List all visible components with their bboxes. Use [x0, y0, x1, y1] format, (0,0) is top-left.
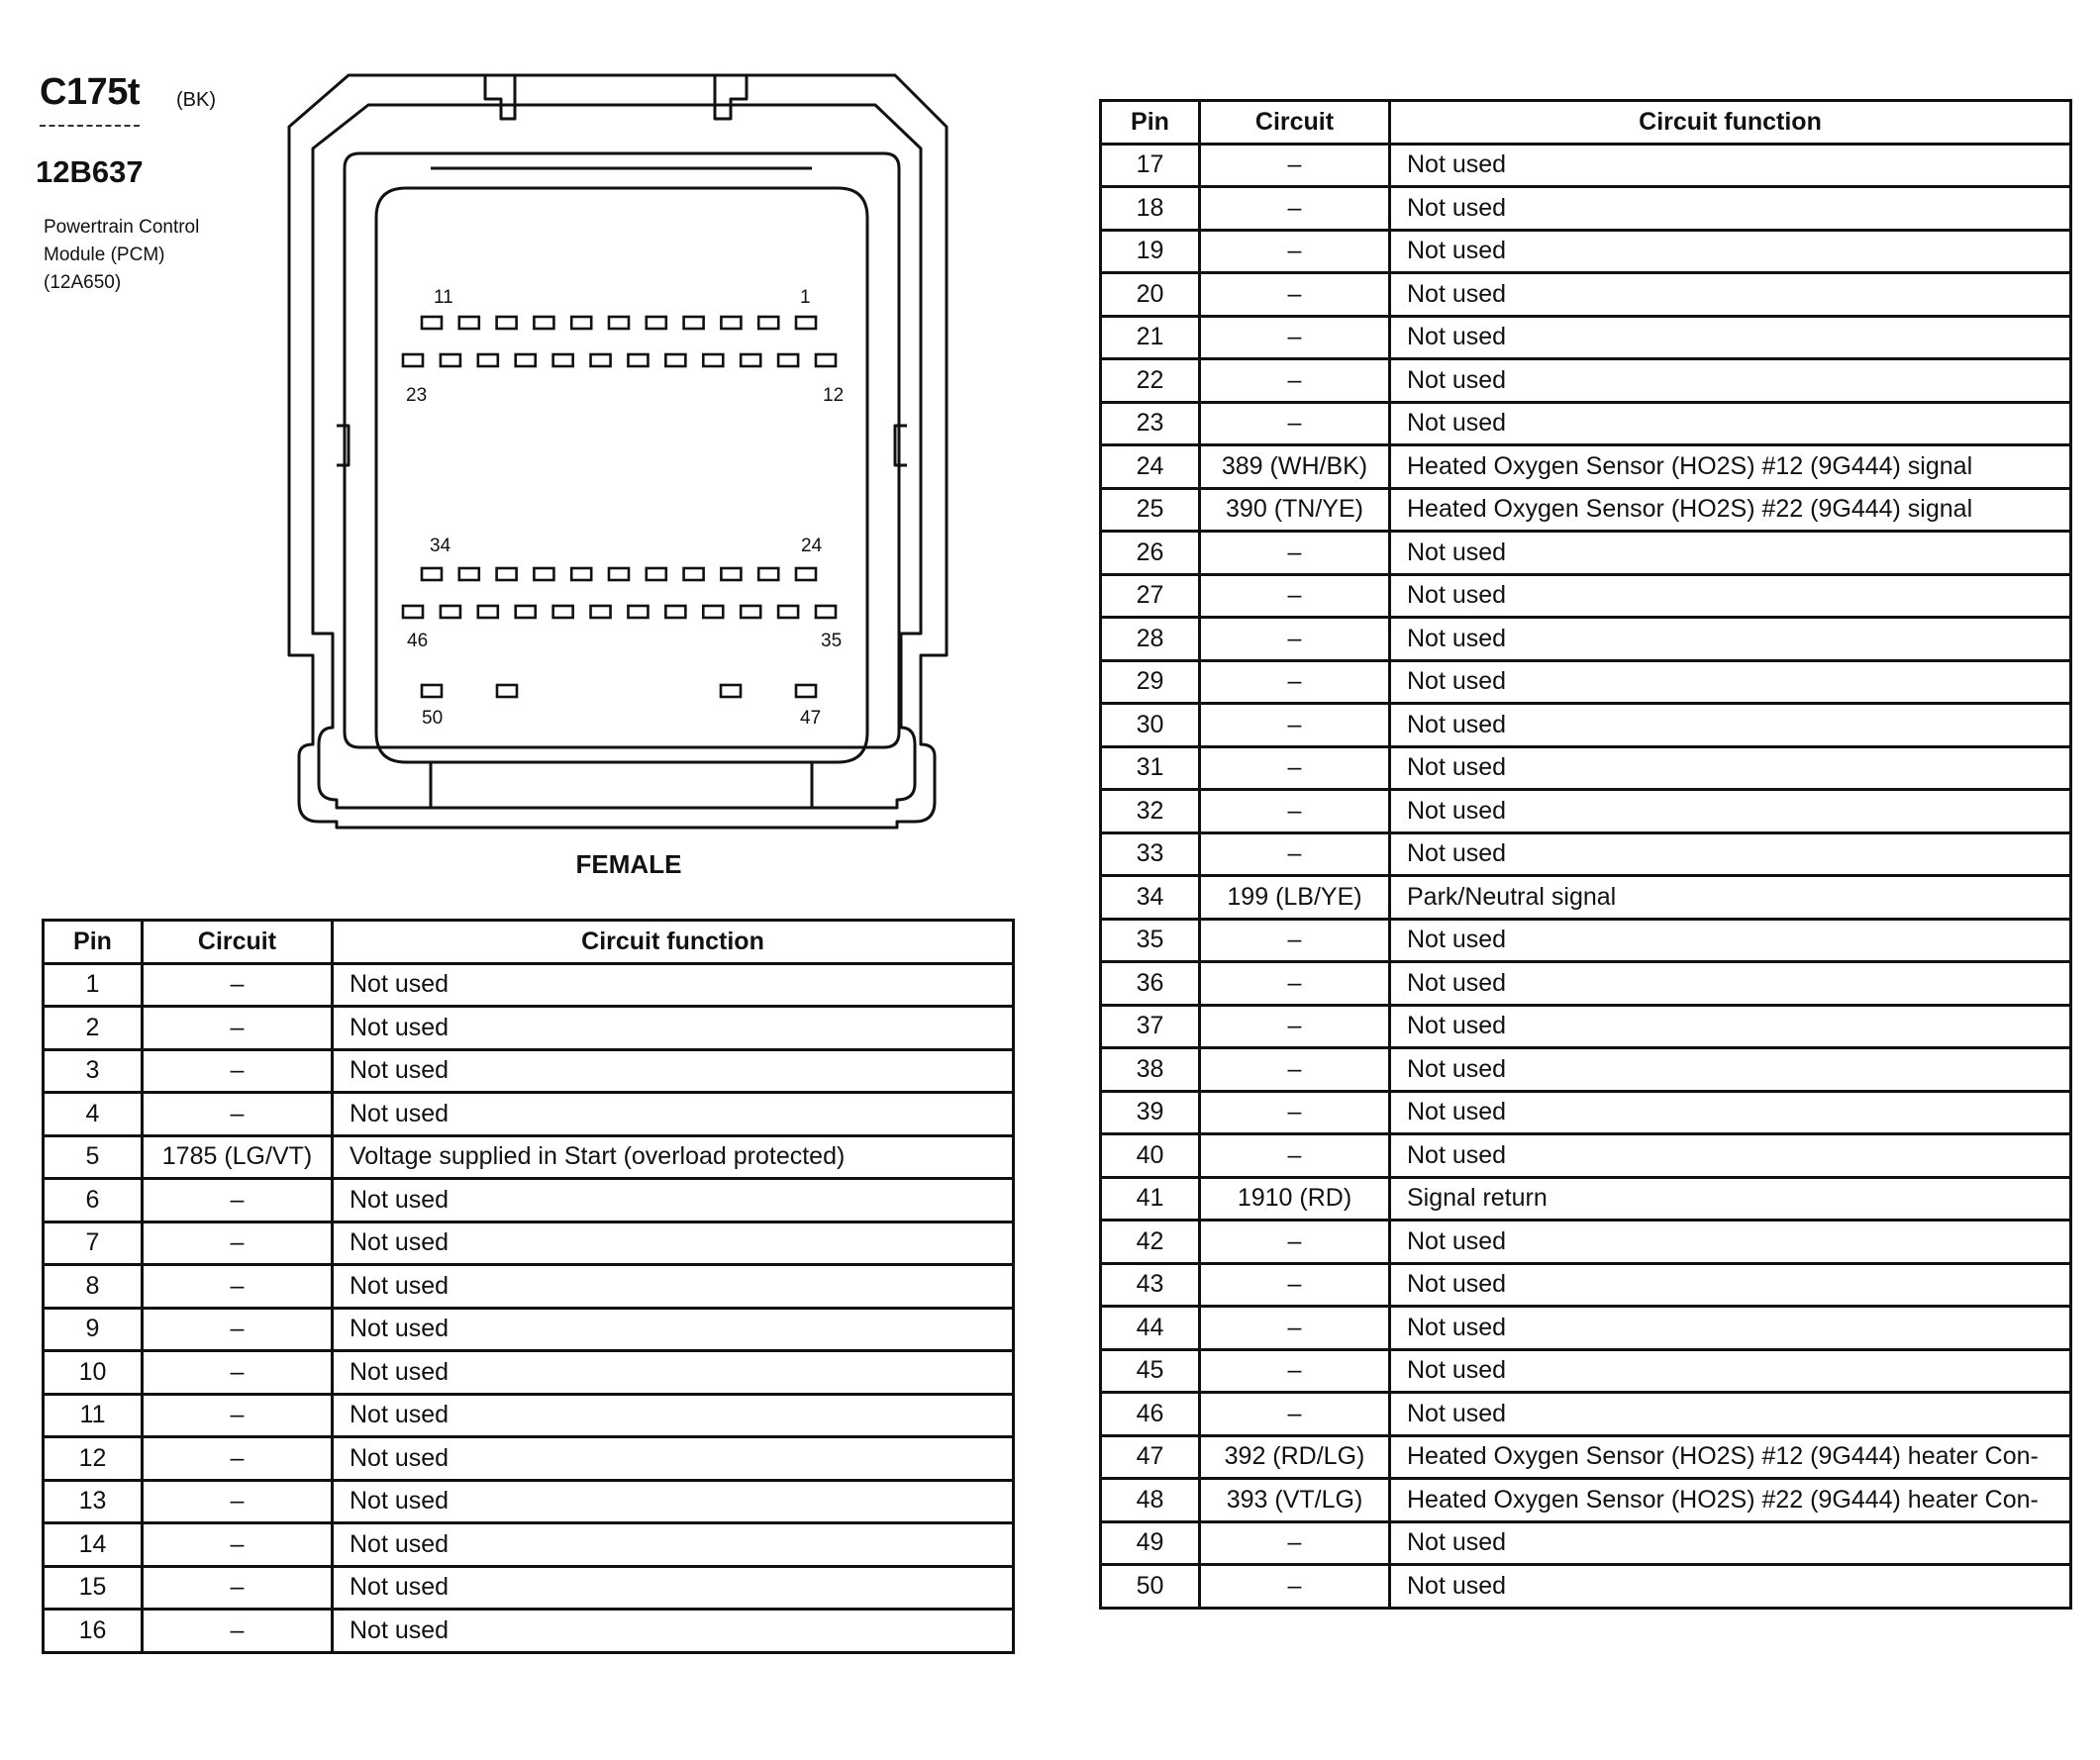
pin-cavity [516, 606, 536, 618]
connector-side-rail [337, 426, 907, 465]
pin-cavity [758, 568, 778, 580]
circuit-cell: – [1200, 1349, 1390, 1393]
function-cell: Not used [333, 1093, 1014, 1136]
pin-label-12: 12 [823, 385, 845, 406]
pin-cavity [441, 606, 460, 618]
pin-cavity [497, 317, 517, 329]
circuit-cell: – [1200, 359, 1390, 403]
function-cell: Not used [333, 1351, 1014, 1395]
pin-cell: 38 [1101, 1048, 1200, 1092]
circuit-cell: – [1200, 1263, 1390, 1307]
table-row [1101, 1393, 2071, 1436]
function-cell: Not used [333, 1179, 1014, 1222]
pin-cell: 22 [1101, 359, 1200, 403]
pin-cavity [609, 317, 629, 329]
pin-cavity [741, 606, 760, 618]
table-row [44, 1394, 1014, 1437]
circuit-cell: 1785 (LG/VT) [143, 1135, 333, 1179]
table-row [44, 1566, 1014, 1610]
table-row [1101, 1349, 2071, 1393]
connector-color-code: (BK) [176, 89, 216, 111]
circuit-cell: 199 (LB/YE) [1200, 876, 1390, 920]
function-cell: Not used [333, 1480, 1014, 1523]
pin-cavity [647, 317, 666, 329]
pin-cavity [609, 568, 629, 580]
circuit-cell: – [1200, 1393, 1390, 1436]
pin-cavity [796, 317, 816, 329]
circuit-cell: 1910 (RD) [1200, 1177, 1390, 1221]
function-cell: Not used [1390, 532, 2071, 575]
table-row [44, 1308, 1014, 1351]
circuit-cell: – [1200, 660, 1390, 704]
circuit-cell: – [1200, 230, 1390, 273]
function-cell: Not used [1390, 1134, 2071, 1178]
pin-cell: 47 [1101, 1435, 1200, 1479]
col-header-pin: Pin [1101, 101, 1200, 145]
pin-cavity [778, 354, 798, 366]
table-row [1101, 488, 2071, 532]
function-cell: Not used [333, 1437, 1014, 1481]
function-cell: Not used [333, 1007, 1014, 1050]
pin-cavity [591, 354, 611, 366]
pin-cavity [703, 354, 723, 366]
col-header-circuit: Circuit [143, 921, 333, 964]
circuit-cell: – [1200, 618, 1390, 661]
function-cell: Not used [1390, 790, 2071, 833]
pin-cell: 9 [44, 1308, 143, 1351]
pin-cell: 19 [1101, 230, 1200, 273]
pin-cavity [422, 568, 442, 580]
pin-cavity [478, 354, 498, 366]
function-cell: Not used [1390, 1048, 2071, 1092]
pin-cavity [459, 568, 479, 580]
function-cell: Not used [333, 1265, 1014, 1309]
pin-cell: 36 [1101, 962, 1200, 1006]
pin-table-left [42, 919, 1015, 1654]
circuit-cell: – [1200, 144, 1390, 187]
pin-cell: 32 [1101, 790, 1200, 833]
table-row [1101, 273, 2071, 317]
pin-cell: 49 [1101, 1521, 1200, 1565]
circuit-cell: – [143, 1222, 333, 1265]
table-row [44, 1351, 1014, 1395]
pin-cavity [478, 606, 498, 618]
module-description [44, 214, 261, 297]
circuit-cell: – [143, 1394, 333, 1437]
circuit-cell: – [1200, 1091, 1390, 1134]
circuit-cell: – [1200, 919, 1390, 962]
pin-cavity [796, 568, 816, 580]
pin-label-24: 24 [801, 536, 823, 556]
function-cell: Not used [333, 963, 1014, 1007]
function-cell: Not used [1390, 1091, 2071, 1134]
pin-cavity [665, 354, 685, 366]
description-line: (12A650) [44, 272, 122, 293]
connector-code: C175t [40, 71, 140, 113]
function-cell: Not used [1390, 746, 2071, 790]
table-row [1101, 832, 2071, 876]
function-cell: Not used [333, 1566, 1014, 1610]
pin-cavity [553, 606, 573, 618]
table-row [1101, 1005, 2071, 1048]
table-row [1101, 876, 2071, 920]
function-cell: Not used [1390, 1221, 2071, 1264]
table-row [1101, 144, 2071, 187]
function-cell: Park/Neutral signal [1390, 876, 2071, 920]
table-header-row [44, 921, 1014, 964]
function-cell: Not used [1390, 1005, 2071, 1048]
function-cell: Not used [1390, 574, 2071, 618]
pin-cavity [741, 354, 760, 366]
table-row [44, 1049, 1014, 1093]
pin-cell: 20 [1101, 273, 1200, 317]
table-row [1101, 1479, 2071, 1522]
function-cell: Not used [1390, 1565, 2071, 1609]
pin-cavity-grid [403, 317, 836, 697]
pin-cell: 30 [1101, 704, 1200, 747]
pin-cell: 10 [44, 1351, 143, 1395]
function-cell: Not used [1390, 316, 2071, 359]
table-row [1101, 790, 2071, 833]
table-row [1101, 230, 2071, 273]
table-row [1101, 1435, 2071, 1479]
pin-cell: 4 [44, 1093, 143, 1136]
function-cell: Not used [333, 1394, 1014, 1437]
pin-cell: 45 [1101, 1349, 1200, 1393]
description-line: Module (PCM) [44, 244, 165, 265]
pin-cavity [758, 317, 778, 329]
table-row [44, 1007, 1014, 1050]
pin-cavity [403, 354, 423, 366]
circuit-cell: – [143, 1437, 333, 1481]
circuit-cell: – [143, 1049, 333, 1093]
pin-label-47: 47 [800, 708, 822, 729]
table-row [44, 1222, 1014, 1265]
pin-cavity [628, 354, 648, 366]
pin-cell: 33 [1101, 832, 1200, 876]
pin-cell: 15 [44, 1566, 143, 1610]
table-row [44, 1437, 1014, 1481]
circuit-cell: – [143, 963, 333, 1007]
table-row [1101, 746, 2071, 790]
pin-cell: 35 [1101, 919, 1200, 962]
circuit-cell: – [143, 1265, 333, 1309]
circuit-cell: – [1200, 790, 1390, 833]
table-row [1101, 1521, 2071, 1565]
table-row [44, 1523, 1014, 1567]
function-cell: Not used [1390, 230, 2071, 273]
col-header-pin: Pin [44, 921, 143, 964]
table-row [1101, 1565, 2071, 1609]
function-cell: Not used [1390, 359, 2071, 403]
pin-cell: 43 [1101, 1263, 1200, 1307]
table-row [44, 1480, 1014, 1523]
header-divider [40, 125, 140, 127]
pin-label-11: 11 [434, 287, 453, 308]
function-cell: Not used [333, 1222, 1014, 1265]
pin-cell: 37 [1101, 1005, 1200, 1048]
circuit-cell: – [143, 1566, 333, 1610]
table-row [1101, 316, 2071, 359]
pin-cell: 28 [1101, 618, 1200, 661]
circuit-cell: – [1200, 1221, 1390, 1264]
pin-cell: 13 [44, 1480, 143, 1523]
function-cell: Not used [1390, 1521, 2071, 1565]
circuit-cell: – [1200, 316, 1390, 359]
circuit-cell: – [1200, 1134, 1390, 1178]
table-row [1101, 962, 2071, 1006]
pin-cavity [647, 568, 666, 580]
circuit-cell: – [1200, 402, 1390, 445]
circuit-cell: – [1200, 1521, 1390, 1565]
table-row [44, 1135, 1014, 1179]
connector-face [376, 188, 867, 762]
table-row [1101, 704, 2071, 747]
pin-cavity [816, 606, 836, 618]
pin-cavity [721, 317, 741, 329]
pin-cell: 18 [1101, 187, 1200, 231]
pin-cell: 3 [44, 1049, 143, 1093]
pin-cell: 12 [44, 1437, 143, 1481]
circuit-cell: – [1200, 574, 1390, 618]
pin-label-50: 50 [422, 708, 444, 729]
pin-cavity [721, 685, 741, 697]
function-cell: Not used [1390, 704, 2071, 747]
pin-cell: 8 [44, 1265, 143, 1309]
pin-cavity [684, 568, 704, 580]
table-row [1101, 919, 2071, 962]
pin-cell: 40 [1101, 1134, 1200, 1178]
table-row [1101, 660, 2071, 704]
connector-latch [431, 168, 812, 807]
circuit-cell: 392 (RD/LG) [1200, 1435, 1390, 1479]
circuit-cell: – [1200, 1307, 1390, 1350]
pin-cell: 1 [44, 963, 143, 1007]
connector-shroud [345, 153, 899, 747]
table-row [1101, 445, 2071, 489]
circuit-cell: – [1200, 187, 1390, 231]
pin-label-46: 46 [407, 631, 429, 651]
function-cell: Not used [1390, 1307, 2071, 1350]
table-row [1101, 402, 2071, 445]
function-cell: Not used [1390, 962, 2071, 1006]
circuit-cell: – [1200, 1048, 1390, 1092]
pin-cell: 2 [44, 1007, 143, 1050]
function-cell: Not used [1390, 832, 2071, 876]
pin-cell: 34 [1101, 876, 1200, 920]
pin-cavity [553, 354, 573, 366]
pin-cavity [703, 606, 723, 618]
pin-cell: 7 [44, 1222, 143, 1265]
pin-cavity [422, 685, 442, 697]
circuit-cell: – [143, 1093, 333, 1136]
table-row [1101, 1048, 2071, 1092]
pin-cell: 29 [1101, 660, 1200, 704]
pin-cavity [665, 606, 685, 618]
pin-cavity [778, 606, 798, 618]
function-cell: Not used [333, 1610, 1014, 1653]
description-line: Powertrain Control [44, 217, 200, 238]
pin-cell: 23 [1101, 402, 1200, 445]
table-row [1101, 618, 2071, 661]
pin-cell: 14 [44, 1523, 143, 1567]
table-row [1101, 187, 2071, 231]
table-row [1101, 1307, 2071, 1350]
table-row [1101, 1091, 2071, 1134]
pin-cell: 44 [1101, 1307, 1200, 1350]
pin-cavity [534, 568, 553, 580]
circuit-cell: – [143, 1007, 333, 1050]
pin-cavity [571, 317, 591, 329]
circuit-cell: 389 (WH/BK) [1200, 445, 1390, 489]
pin-cavity [628, 606, 648, 618]
circuit-cell: – [1200, 746, 1390, 790]
pin-cavity [403, 606, 423, 618]
circuit-cell: – [1200, 704, 1390, 747]
function-cell: Not used [1390, 187, 2071, 231]
pin-cavity [441, 354, 460, 366]
connector-inner-shell [313, 105, 921, 808]
pin-cell: 27 [1101, 574, 1200, 618]
pin-cell: 25 [1101, 488, 1200, 532]
table-row [44, 1179, 1014, 1222]
circuit-cell: – [1200, 832, 1390, 876]
table-row [44, 963, 1014, 1007]
function-cell: Not used [333, 1308, 1014, 1351]
pin-cavity [721, 568, 741, 580]
pin-cell: 41 [1101, 1177, 1200, 1221]
function-cell: Not used [333, 1523, 1014, 1567]
circuit-cell: – [143, 1523, 333, 1567]
circuit-cell: – [143, 1179, 333, 1222]
circuit-cell: – [143, 1480, 333, 1523]
circuit-cell: – [143, 1610, 333, 1653]
pin-cell: 26 [1101, 532, 1200, 575]
connector-face-diagram [277, 67, 970, 849]
pin-cavity [816, 354, 836, 366]
pin-cavity [459, 317, 479, 329]
circuit-cell: – [143, 1308, 333, 1351]
pin-cell: 17 [1101, 144, 1200, 187]
pin-cell: 5 [44, 1135, 143, 1179]
function-cell: Not used [1390, 402, 2071, 445]
function-cell: Voltage supplied in Start (overload protected) [333, 1135, 1014, 1179]
pin-label-1: 1 [800, 287, 811, 308]
table-row [1101, 532, 2071, 575]
function-cell: Not used [1390, 618, 2071, 661]
table-row [1101, 1263, 2071, 1307]
function-cell: Not used [1390, 660, 2071, 704]
function-cell: Heated Oxygen Sensor (HO2S) #12 (9G444) signal [1390, 445, 2071, 489]
pin-cavity [516, 354, 536, 366]
table-row [1101, 1221, 2071, 1264]
table-header-row [1101, 101, 2071, 145]
table-row [44, 1093, 1014, 1136]
pin-cell: 16 [44, 1610, 143, 1653]
circuit-cell: – [143, 1351, 333, 1395]
pin-cell: 48 [1101, 1479, 1200, 1522]
table-row [1101, 1134, 2071, 1178]
pin-cell: 46 [1101, 1393, 1200, 1436]
pin-cavity [796, 685, 816, 697]
function-cell: Not used [1390, 1349, 2071, 1393]
function-cell: Not used [1390, 919, 2071, 962]
function-cell: Signal return [1390, 1177, 2071, 1221]
circuit-cell: – [1200, 1565, 1390, 1609]
function-cell: Not used [1390, 1263, 2071, 1307]
circuit-cell: 393 (VT/LG) [1200, 1479, 1390, 1522]
part-number: 12B637 [36, 154, 144, 189]
circuit-cell: – [1200, 273, 1390, 317]
connector-gender-label: FEMALE [575, 849, 682, 879]
pin-cavity [497, 568, 517, 580]
table-row [1101, 574, 2071, 618]
table-row [44, 1265, 1014, 1309]
col-header-function: Circuit function [333, 921, 1014, 964]
function-cell: Heated Oxygen Sensor (HO2S) #22 (9G444) signal [1390, 488, 2071, 532]
pin-label-35: 35 [821, 631, 843, 651]
pin-cell: 50 [1101, 1565, 1200, 1609]
connector-key-right [715, 75, 747, 119]
table-row [1101, 1177, 2071, 1221]
pin-cavity [497, 685, 517, 697]
function-cell: Heated Oxygen Sensor (HO2S) #22 (9G444) heater Con- [1390, 1479, 2071, 1522]
pin-cavity [571, 568, 591, 580]
pin-cavity [684, 317, 704, 329]
col-header-circuit: Circuit [1200, 101, 1390, 145]
pin-label-23: 23 [406, 385, 428, 406]
circuit-cell: 390 (TN/YE) [1200, 488, 1390, 532]
circuit-cell: – [1200, 1005, 1390, 1048]
pin-cell: 42 [1101, 1221, 1200, 1264]
pin-cell: 11 [44, 1394, 143, 1437]
pin-cell: 21 [1101, 316, 1200, 359]
function-cell: Not used [333, 1049, 1014, 1093]
table-row [44, 1610, 1014, 1653]
pin-cell: 6 [44, 1179, 143, 1222]
pin-table-right [1099, 99, 2072, 1610]
table-row [1101, 359, 2071, 403]
function-cell: Not used [1390, 144, 2071, 187]
pin-cavity [534, 317, 553, 329]
col-header-function: Circuit function [1390, 101, 2071, 145]
pin-label-34: 34 [430, 536, 451, 556]
circuit-cell: – [1200, 532, 1390, 575]
pin-cell: 31 [1101, 746, 1200, 790]
connector-key-left [485, 75, 515, 119]
pin-cell: 24 [1101, 445, 1200, 489]
circuit-cell: – [1200, 962, 1390, 1006]
function-cell: Not used [1390, 1393, 2071, 1436]
pin-cavity [591, 606, 611, 618]
function-cell: Heated Oxygen Sensor (HO2S) #12 (9G444) heater Con- [1390, 1435, 2071, 1479]
function-cell: Not used [1390, 273, 2071, 317]
pin-cavity [422, 317, 442, 329]
pin-cell: 39 [1101, 1091, 1200, 1134]
